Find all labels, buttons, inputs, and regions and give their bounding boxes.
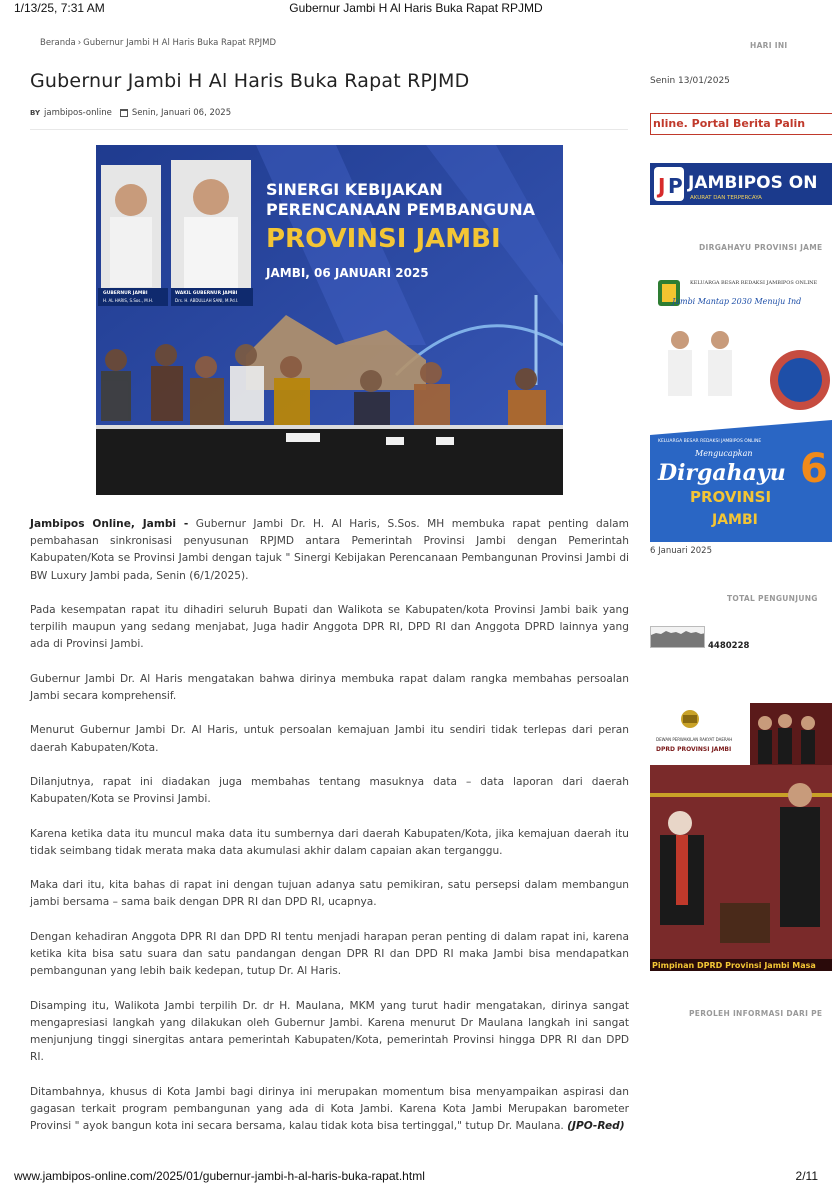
- dirgahayu-poster[interactable]: [650, 270, 832, 542]
- dirgahayu-poster-graphic: [650, 270, 832, 542]
- print-url: www.jambipos-online.com/2025/01/gubernur-jambi-h-al-haris-buka-rapat.html: [14, 1169, 425, 1183]
- poster1-number: 6: [800, 446, 828, 492]
- article-body: [30, 516, 629, 1152]
- paragraph-6: Karena ketika data itu muncul maka data itu sumbernya dari daerah Kabupaten/Kota, jika kemajuan daerah itu tidak seimbang tidak merata maka data akumulasi akhir dalam capaian akan terganggu.: [30, 827, 629, 857]
- logo-subtext: AKURAT DAN TERPERCAYA: [690, 195, 762, 201]
- visitor-sparkline-graphic: [651, 627, 705, 648]
- print-timestamp: 1/13/25, 7:31 AM: [14, 1, 105, 15]
- paragraph-10-text: Ditambahnya, khusus di Kota Jambi bagi dirinya ini merupakan momentum bisa menyampaikan aspirasi dan gagasan terkait program pembangunan yang ada di Kota Jambi. Karena Kota Jambi Merupakan barometer Provinsi " ayok bangun kota ini secara bersama, kalau tidak kota bisa tertinggal," tutup Dr. Maulana.: [30, 1085, 629, 1132]
- poster1-dirgahayu: Dirgahayu: [658, 460, 786, 486]
- breadcrumb: [40, 38, 276, 48]
- visitor-sparkline: [650, 626, 705, 648]
- post-date: Senin, Januari 06, 2025: [131, 108, 232, 118]
- paragraph-5: Dilanjutnya, rapat ini diadakan juga membahas tentang masuknya data – data laporan dari daerah Kabupaten/Kota se Provinsi Jambi.: [30, 775, 629, 806]
- photo-caption-left-role: GUBERNUR JAMBI: [103, 291, 148, 296]
- author-link[interactable]: jambipos-online: [44, 108, 112, 118]
- breadcrumb-current: Gubernur Jambi H Al Haris Buka Rapat RPJMD: [83, 38, 276, 48]
- paragraph-8: Dengan kehadiran Anggota DPR RI dan DPD RI tentu menjadi harapan peran penting di dalam rapat ini, karena ketika kita bisa satu suara dan satu pandangan dengan DPR RI dan DPD RI maka Jambi bisa mendapatkan pembangunan yang lebih baik kedepan, tutup Dr. Al Haris.: [30, 930, 629, 978]
- photo-caption-right-role: WAKIL GUBERNUR JAMBI: [175, 291, 238, 296]
- poster1-slogan: Jambi Mantap 2030 Menuju Ind: [672, 297, 802, 306]
- poster2-caption: Pimpinan DPRD Provinsi Jambi Masa: [652, 961, 816, 970]
- poster1-caption: 6 Januari 2025: [650, 546, 712, 556]
- poster1-top-line: KELUARGA BESAR REDAKSI JAMBIPOS ONLINE: [690, 280, 818, 286]
- title-divider: [30, 129, 628, 130]
- paragraph-9: Disamping itu, Walikota Jambi terpilih Dr. dr H. Maulana, MKM yang turut hadir mengatakan, dirinya sangat mengapresiasi langkah yang dilakukan oleh Gubernur Jambi. Karena menurut Dr Maulana langkah ini sangat menjunjung tinggi sinergitas antara pemerintah Kabupaten/Kota, pemerintah Provinsi hingga DPR RI dan DPD RI.: [30, 999, 629, 1064]
- poster1-mid-line: KELUARGA BESAR REDAKSI JAMBIPOS ONLINE: [658, 439, 762, 444]
- paragraph-10: [30, 1084, 629, 1136]
- dprd-poster-graphic: [650, 703, 832, 971]
- article-lead: Jambipos Online, Jambi -: [30, 518, 189, 530]
- logo-text: JAMBIPOS ON: [688, 173, 818, 193]
- photo-caption-right-name: Drs. H. ABDULLAH SANI, M.Pd.I.: [175, 298, 239, 303]
- photo-banner-date: JAMBI, 06 JANUARI 2025: [266, 266, 429, 280]
- dprd-poster[interactable]: [650, 703, 832, 971]
- print-doc-title: Gubernur Jambi H Al Haris Buka Rapat RPJMD: [289, 1, 543, 15]
- poster1-provinsi: PROVINSI: [690, 488, 772, 506]
- paragraph-2: Pada kesempatan rapat itu dihadiri seluruh Bupati dan Walikota se Kabupaten/kota Provinsi Jambi baik yang terpilih maupun yang sedang menjabat, Juga hadir Anggota DPR RI, DPD RI dan Anggota DPRD lainnya yang ada di Provinsi Jambi.: [30, 604, 629, 651]
- by-label: BY: [30, 109, 41, 117]
- photo-illustration: [96, 145, 563, 495]
- svg-text:P: P: [668, 174, 683, 198]
- paragraph-7: Maka dari itu, kita bahas di rapat ini dengan tujuan adanya satu pemikiran, satu persepsi dalam membangun jambi bersama – sama baik dengan DPR RI dan DPD RI, ucapnya.: [30, 879, 629, 909]
- svg-text:J: J: [658, 174, 666, 198]
- article-photo: [96, 145, 563, 495]
- poster2-org-line1: DEWAN PERWAKILAN RAKYAT DAERAH: [656, 737, 733, 742]
- jambipos-logo[interactable]: [650, 163, 832, 205]
- paragraph-1: [30, 516, 629, 585]
- calendar-icon: [120, 109, 128, 117]
- breadcrumb-separator: ›: [77, 38, 82, 48]
- sidebar-today-date: Senin 13/01/2025: [650, 76, 730, 86]
- print-header: [0, 0, 832, 16]
- photo-banner-line1: SINERGI KEBIJAKAN: [266, 180, 443, 199]
- visitor-count: 4480228: [708, 641, 750, 651]
- post-meta: [30, 108, 231, 118]
- sidebar-heading-today: HARI INI: [750, 41, 788, 50]
- poster2-org-line2: DPRD PROVINSI JAMBI: [656, 746, 732, 753]
- sidebar-heading-dirgahayu: DIRGAHAYU PROVINSI JAME: [699, 243, 823, 252]
- print-footer: [0, 1167, 832, 1185]
- poster1-mengucapkan: Mengucapkan: [695, 449, 753, 458]
- poster1-jambi: JAMBI: [712, 512, 758, 528]
- paragraph-4: Menurut Gubernur Jambi Dr. Al Haris, untuk persoalan kemajuan Jambi itu sendiri tidak terlepas dari peran daerah Kabupaten/Kota.: [30, 724, 629, 754]
- print-page-number: 2/11: [795, 1169, 818, 1183]
- news-ticker[interactable]: [650, 113, 832, 135]
- paragraph-1-text: Gubernur Jambi Dr. H. Al Haris, S.Sos. MH membuka rapat penting dalam pembahasan sinkronisasi penyusunan RPJMD antara Pemerintah Provinsi Jambi dengan Pemerintah Kabupaten/Kota se Provinsi Jambi dengan tajuk " Sinergi Kebijakan Perencanaan Pembangunan Provinsi Jambi di BW Luxury Jambi pada, Senin (6/1/2025).: [30, 518, 629, 582]
- photo-banner-line3: PROVINSI JAMBI: [266, 224, 501, 254]
- sidebar-heading-visitors: TOTAL PENGUNJUNG: [727, 594, 818, 603]
- breadcrumb-home-link[interactable]: Beranda: [40, 38, 76, 48]
- logo-graphic: [650, 163, 832, 205]
- paragraph-3: Gubernur Jambi Dr. Al Haris mengatakan bahwa dirinya membuka rapat dalam rangka membahas persoalan Jambi secara komprehensif.: [30, 672, 629, 702]
- article-signature: (JPO-Red): [567, 1119, 625, 1132]
- photo-caption-left-name: H. AL HARIS, S.Sos., M.H.: [103, 298, 154, 303]
- news-ticker-text: nline. Portal Berita Palin: [653, 117, 806, 130]
- page-title: Gubernur Jambi H Al Haris Buka Rapat RPJMD: [30, 70, 470, 92]
- sidebar-heading-info: PEROLEH INFORMASI DARI PE: [689, 1009, 823, 1018]
- photo-banner-line2: PERENCANAAN PEMBANGUNA: [266, 200, 535, 219]
